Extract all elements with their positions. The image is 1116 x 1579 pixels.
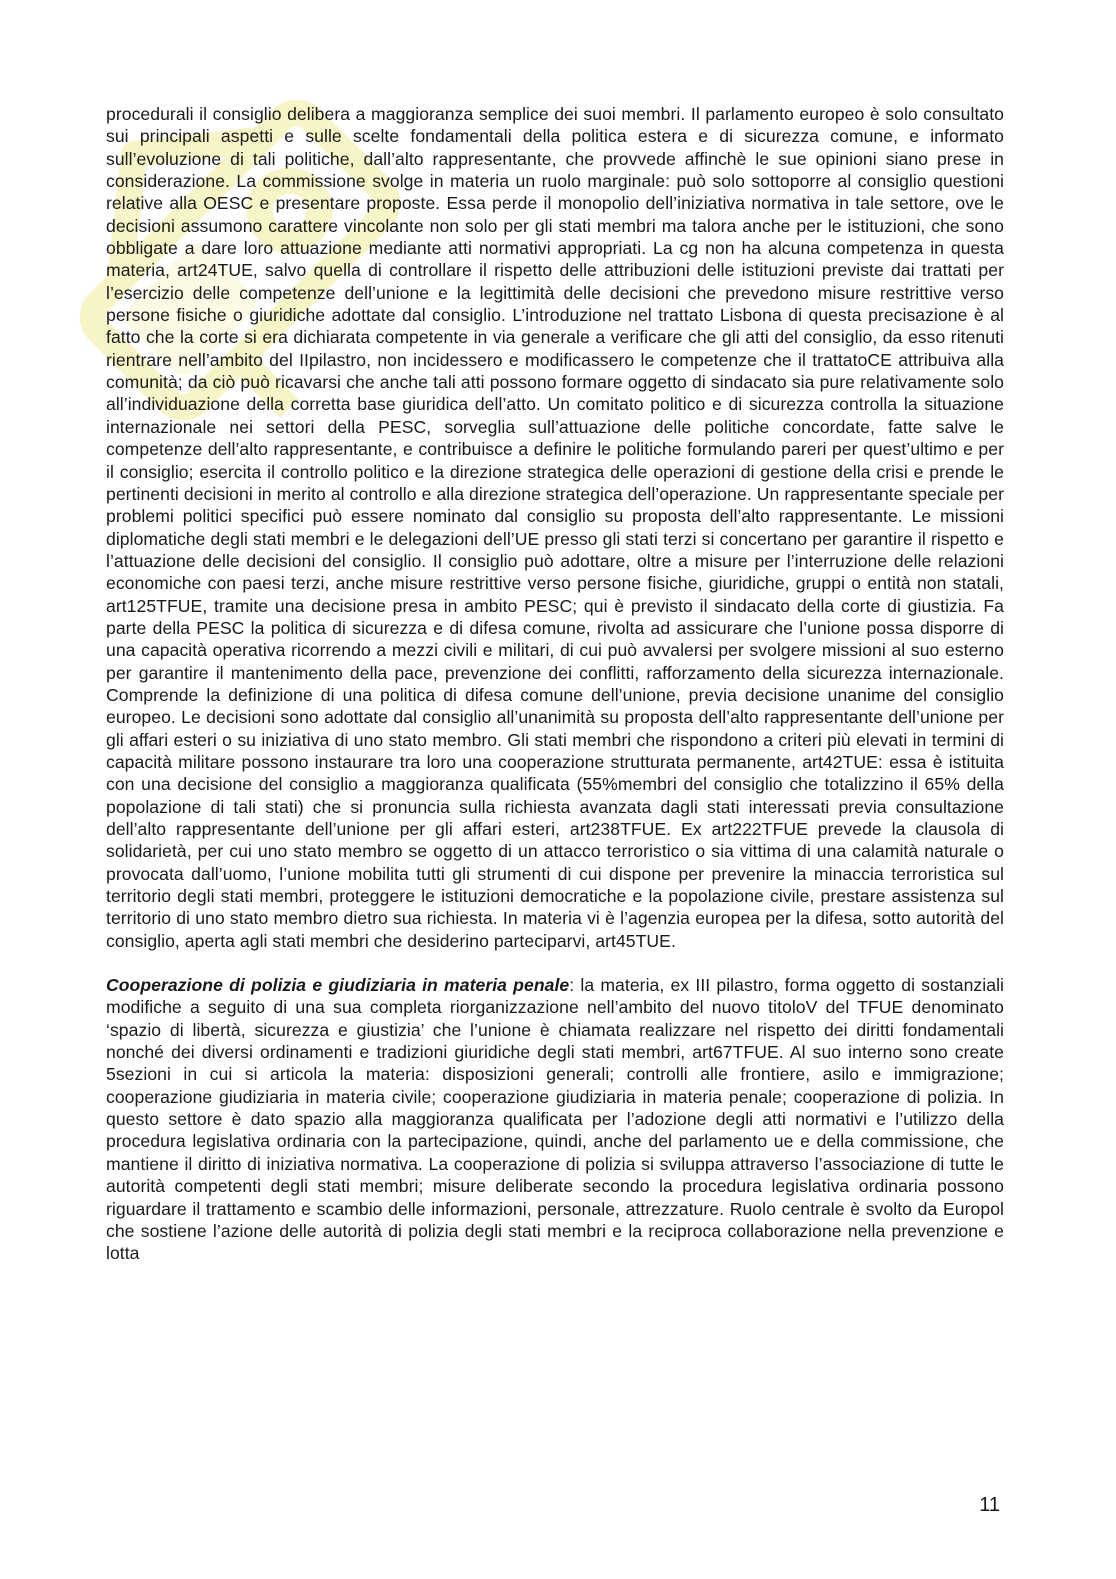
page-number: 11 (979, 1494, 1000, 1516)
paragraph-text: : la materia, ex III pilastro, forma oggetto di sostanziali modifiche a seguito di una sua completa riorganizzazione nell’ambito del nuovo titoloV del TFUE denominato ‘spazio di libertà, sicurezza e giustizia’ che l’unione è chiamata realizzare nel rispetto dei diritti fondamentali nonché dei diversi ordinamenti e tradizioni giuridiche degli stati membri, art67TFUE. Al suo interno sono create 5sezioni in cui si articola la materia: disposizioni generali; controlli alle frontiere, asilo e immigrazione; cooperazione giudiziaria in materia civile; cooperazione giudiziaria in materia penale; cooperazione di polizia. In questo settore è dato spazio alla maggioranza qualificata per l’adozione degli atti normativi e l’utilizzo della procedura legislativa ordinaria con la partecipazione, quindi, anche del parlamento ue e della commissione, che mantiene il diritto di iniziativa normativa. La cooperazione di polizia si sviluppa attraverso l’associazione di tutte le autorità competenti degli stati membri; misure deliberate secondo la procedura legislativa ordinaria possono riguardare il trattamento e scambio delle informazioni, personale, attrezzature. Ruolo centrale è svolto da Europol che sostiene l’azione delle autorità di polizia degli stati membri e la reciproca collaborazione nella prevenzione e lotta (106, 975, 1004, 1264)
section-heading: Cooperazione di polizia e giudiziaria in materia penale (106, 975, 570, 996)
paragraph-pesc (106, 103, 1004, 952)
paragraph-text: procedurali il consiglio delibera a maggioranza semplice dei suoi membri. Il parlamento europeo è solo consultato sui principali aspetti e sulle scelte fondamentali della politica estera e di sicurezza comune, e informato sull’evoluzione di tali politiche, dall’alto rappresentante, che provvede affinchè le sue opinioni siano prese in considerazione. La commissione svolge in materia un ruolo marginale: può solo sottoporre al consiglio questioni relative alla OESC e presentare proposte. Essa perde il monopolio dell’iniziativa normativa in tale settore, ove le decisioni assumono carattere vincolante non solo per gli stati membri ma talora anche per le istituzioni, che sono obbligate a dare loro attuazione mediante atti normativi appropriati. La cg non ha alcuna competenza in questa materia, art24TUE, salvo quella di controllare il rispetto delle attribuzioni delle istituzioni previste dai trattati per l’esercizio delle competenze dell’unione e la legittimità delle decisioni che prevedono misure restrittive verso persone fisiche o giuridiche adottate dal consiglio. L’introduzione nel trattato Lisbona di questa precisazione è al fatto che la corte si era dichiarata competente in via generale a verificare che gli atti del consiglio, da esso ritenuti rientrare nell’ambito del IIpilastro, non incidessero e modificassero le competenze che il trattatoCE attribuiva alla comunità; da ciò può ricavarsi che anche tali atti possono formare oggetto di sindacato sia pure relativamente solo all’individuazione della corretta base giuridica dell’atto. Un comitato politico e di sicurezza controlla la situazione internazionale nei settori della PESC, sorveglia sull’attuazione delle politiche concordate, fatte salve le competenze dell’alto rappresentante, e contribuisce a definire le politiche formulando pareri per quest’ultimo e per il consiglio; esercita il controllo politico e la direzione strategica delle operazioni di gestione della crisi e prende le pertinenti decisioni in merito al controllo e alla direzione strategica dell’operazione. Un rappresentante speciale per problemi politici specifici può essere nominato dal consiglio su proposta dell’alto rappresentante. Le missioni diplomatiche degli stati membri e le delegazioni dell’UE presso gli stati terzi si concertano per garantire il rispetto e l’attuazione delle decisioni del consiglio. Il consiglio può adottare, oltre a misure per l’interruzione delle relazioni economiche con paesi terzi, anche misure restrittive verso persone fisiche, giuridiche, gruppi o entità non statali, art125TFUE, tramite una decisione presa in ambito PESC; qui è previsto il sindacato della corte di giustizia. Fa parte della PESC la politica di sicurezza e di difesa comune, rivolta ad assicurare che l’unione possa disporre di una capacità operativa ricorrendo a mezzi civili e militari, di cui può avvalersi per svolgere missioni al suo esterno per garantire il mantenimento della pace, prevenzione dei conflitti, rafforzamento della sicurezza internazionale. Comprende la definizione di una politica di difesa comune dell’unione, previa decisione unanime del consiglio europeo. Le decisioni sono adottate dal consiglio all’unanimità su proposta dell’alto rappresentante dell’unione per gli affari esteri o su iniziativa di uno stato membro. Gli stati membri che rispondono a criteri più elevati in termini di capacità militare possono instaurare tra loro una cooperazione strutturata permanente, art42TUE: essa è istituita con una decisione del consiglio a maggioranza qualificata (55%membri del consiglio che totalizzino il 65% della popolazione di tali stati) che si pronuncia sulla richiesta avanzata dagli stati interessati previa consultazione dell’alto rappresentante dell’unione per gli affari esteri, art238TFUE. Ex art222TFUE prevede la clausola di solidarietà, per cui uno stato membro se oggetto di un attacco terroristico o sia vittima di una calamità naturale o provocata dall’uomo, l’unione mobilita tutti gli strumenti di cui dispone per prevenire la minaccia terroristica sul territorio degli stati membri, proteggere le istituzioni democratiche e la popolazione civile, prestare assistenza sul territorio di uno stato membro dietro sua richiesta. In materia vi è l’agenzia europea per la difesa, sotto autorità del consiglio, aperta agli stati membri che desiderino parteciparvi, art45TUE. (106, 104, 1004, 951)
page-body (106, 103, 1004, 1265)
paragraph-cooperazione-polizia (106, 974, 1004, 1264)
